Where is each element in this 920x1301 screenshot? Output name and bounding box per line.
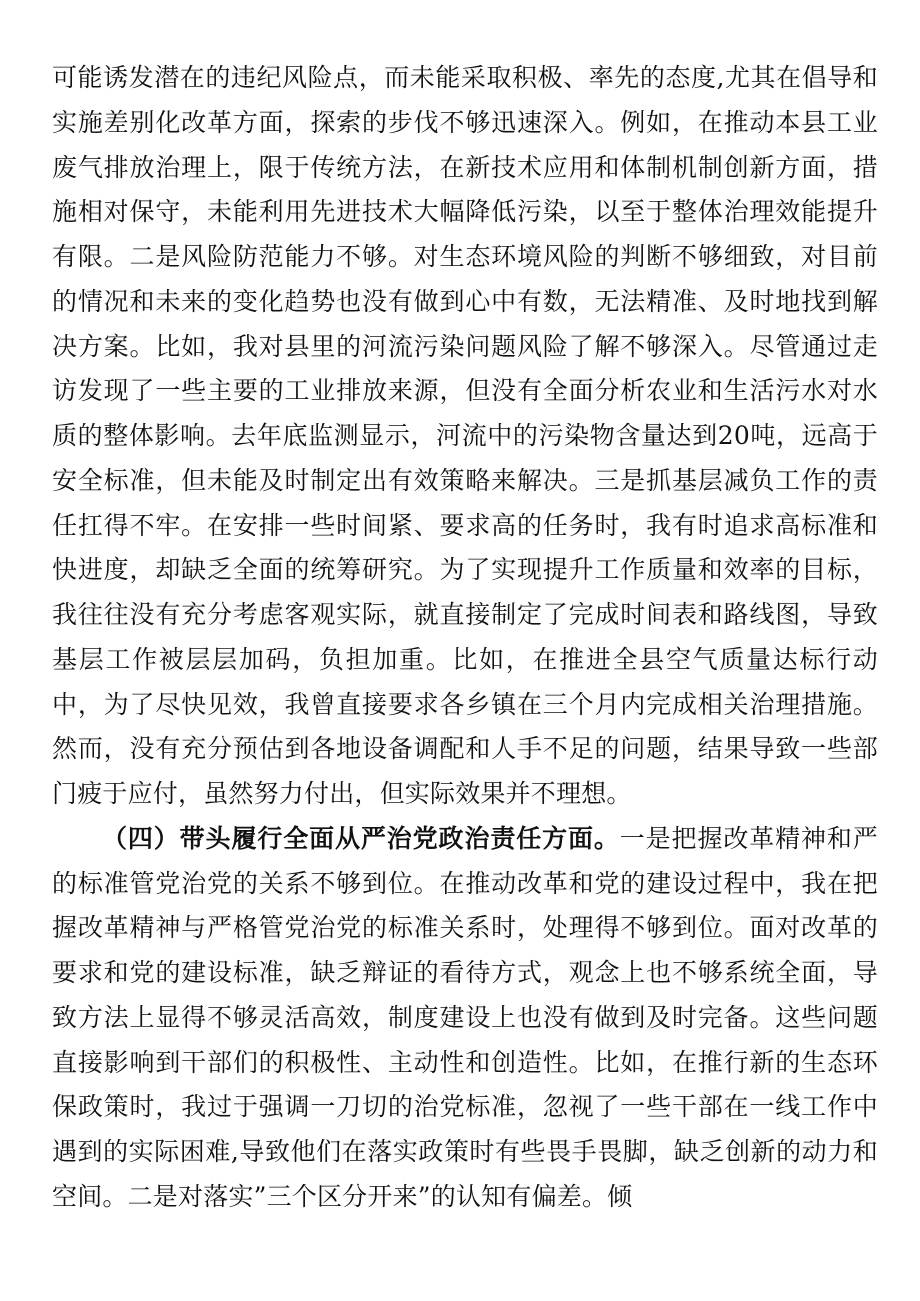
document-body (52, 56, 878, 1220)
paragraph-text: 可能诱发潜在的违纪风险点，而未能采取积极、率先的态度,尤其在倡导和实施差别化改革方面，探索的步伐不够迅速深入。例如，在推动本县工业废气排放治理上，限于传统方法，在新技术应用和体制机制创新方面，措施相对保守，未能利用先进技术大幅降低污染，以至于整体治理效能提升有限。二是风险防范能力不够。对生态环境风险的判断不够细致，对目前的情况和未来的变化趋势也没有做到心中有数，无法精准、及时地找到解决方案。比如，我对县里的河流污染问题风险了解不够深入。尽管通过走访发现了一些主要的工业排放来源，但没有全面分析农业和生活污水对水质的整体影响。去年底监测显示，河流中的污染物含量达到20吨，远高于安全标准，但未能及时制定出有效策略来解决。三是抓基层减负工作的责任扛得不牢。在安排一些时间紧、要求高的任务时，我有时追求高标准和快进度，却缺乏全面的统筹研究。为了实现提升工作质量和效率的目标，我往往没有充分考虑客观实际，就直接制定了完成时间表和路线图，导致基层工作被层层加码，负担加重。比如，在推进全县空气质量达标行动中，为了尽快见效，我曾直接要求各乡镇在三个月内完成相关治理措施。然而，没有充分预估到各地设备调配和人手不足的问题，结果导致一些部门疲于应付，虽然努力付出，但实际效果并不理想。 (52, 63, 878, 808)
paragraph-text: 一是把握改革精神和严的标准管党治党的关系不够到位。在推动改革和党的建设过程中，我在把握改革精神与严格管党治党的标准关系时，处理得不够到位。面对改革的要求和党的建设标准，缺乏辩证的看待方式，观念上也不够系统全面，导致方法上显得不够灵活高效，制度建设上也没有做到及时完备。这些问题直接影响到干部们的积极性、主动性和创造性。比如，在推行新的生态环保政策时，我过于强调一刀切的治党标准，忽视了一些干部在一线工作中遇到的实际困难,导致他们在落实政策时有些畏手畏脚，缺乏创新的动力和空间。二是对落实”三个区分开来”的认知有偏差。倾 (52, 823, 878, 1211)
section-heading: （四）带头履行全面从严治党政治责任方面。 (102, 823, 620, 853)
paragraph-continued (52, 56, 878, 817)
paragraph-section-four (52, 817, 878, 1220)
